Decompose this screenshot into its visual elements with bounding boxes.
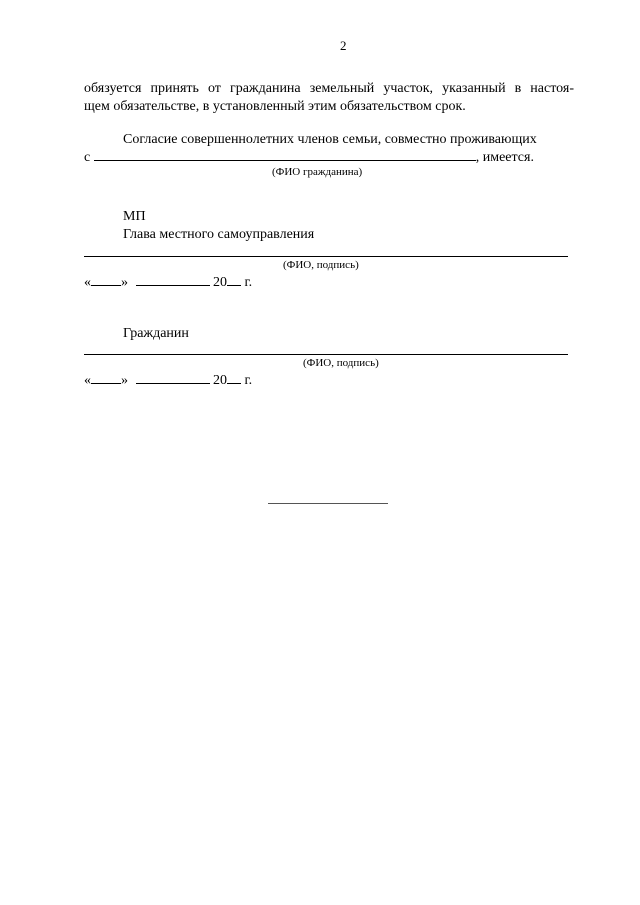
paragraph-2-suffix: , имеется. (475, 150, 534, 165)
citizen-year-prefix: 20 (213, 373, 227, 388)
citizen-year-suffix: г. (244, 373, 253, 388)
citizen-signature-caption: (ФИО, подпись) (303, 357, 379, 369)
paragraph-1-line-1: обязуется принять от гражданина земельный участок, указанный в настоя- (84, 81, 574, 96)
authority-day-field[interactable] (91, 273, 121, 286)
authority-date-row (84, 273, 252, 292)
citizen-title: Гражданин (123, 326, 189, 341)
citizen-signature-line[interactable] (84, 354, 568, 355)
paragraph-2-prefix: с (84, 150, 91, 165)
citizen-month-field[interactable] (136, 371, 210, 384)
paragraph-2-line-1: Согласие совершеннолетних членов семьи, совместно проживающих (123, 132, 537, 147)
paragraph-1-line-2: щем обязательстве, в установленный этим обязательством срок. (84, 99, 466, 114)
citizen-day-field[interactable] (91, 371, 121, 384)
citizen-name-caption: (ФИО гражданина) (272, 166, 363, 178)
citizen-date-open: « (84, 373, 91, 388)
authority-signature-caption: (ФИО, подпись) (283, 259, 359, 271)
authority-title: Глава местного самоуправления (123, 227, 315, 242)
family-consent-field[interactable] (94, 148, 476, 161)
page-number: 2 (340, 38, 347, 53)
authority-date-open: « (84, 275, 91, 290)
citizen-date-close: » (121, 373, 128, 388)
citizen-year-field[interactable] (227, 371, 241, 384)
end-separator-line (268, 503, 388, 504)
authority-month-field[interactable] (136, 273, 210, 286)
citizen-date-row (84, 371, 252, 390)
authority-year-suffix: г. (244, 275, 253, 290)
seal-label: МП (123, 209, 146, 224)
authority-signature-line[interactable] (84, 256, 568, 257)
authority-date-close: » (121, 275, 128, 290)
authority-year-field[interactable] (227, 273, 241, 286)
authority-year-prefix: 20 (213, 275, 227, 290)
paragraph-2-line-2 (84, 148, 534, 167)
